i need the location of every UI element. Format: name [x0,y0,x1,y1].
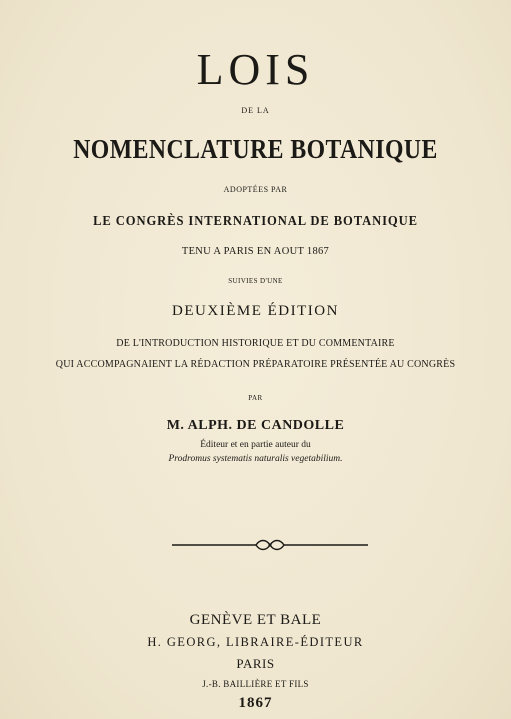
page-title: LOIS [196,45,315,94]
author-role: Éditeur et en partie auteur du [200,440,311,450]
publisher-name-2: J.-B. BAILLIÈRE ET FILS [202,679,309,689]
ornamental-rule [170,537,370,553]
edition-text: DEUXIÈME ÉDITION [172,303,339,319]
publication-year: 1867 [238,695,273,711]
congress-held-text: TENU A PARIS EN AOUT 1867 [181,246,330,257]
congress-name: LE CONGRÈS INTERNATIONAL DE BOTANIQUE [93,214,418,229]
followed-by-text: SUIVIES D'UNE [228,277,283,285]
author-name: M. ALPH. DE CANDOLLE [166,418,345,433]
publisher-name: H. GEORG, LIBRAIRE-ÉDITEUR [147,635,364,649]
title-connector: DE LA [241,106,270,115]
by-text: PAR [248,394,263,402]
page-subtitle: NOMENCLATURE BOTANIQUE [73,134,438,164]
publisher-cities: GENÈVE ET BALE [189,612,322,628]
intro-line-2: QUI ACCOMPAGNAIENT LA RÉDACTION PRÉPARATOIRE PRÉSENTÉE AU CONGRÈS [55,359,456,370]
author-work: Prodromus systematis naturalis vegetabilium. [168,454,343,464]
publisher-city-2: PARIS [236,656,275,671]
adopted-by-text: ADOPTÉES PAR [223,185,288,194]
intro-line-1: DE L'INTRODUCTION HISTORIQUE ET DU COMMENTAIRE [116,338,395,349]
